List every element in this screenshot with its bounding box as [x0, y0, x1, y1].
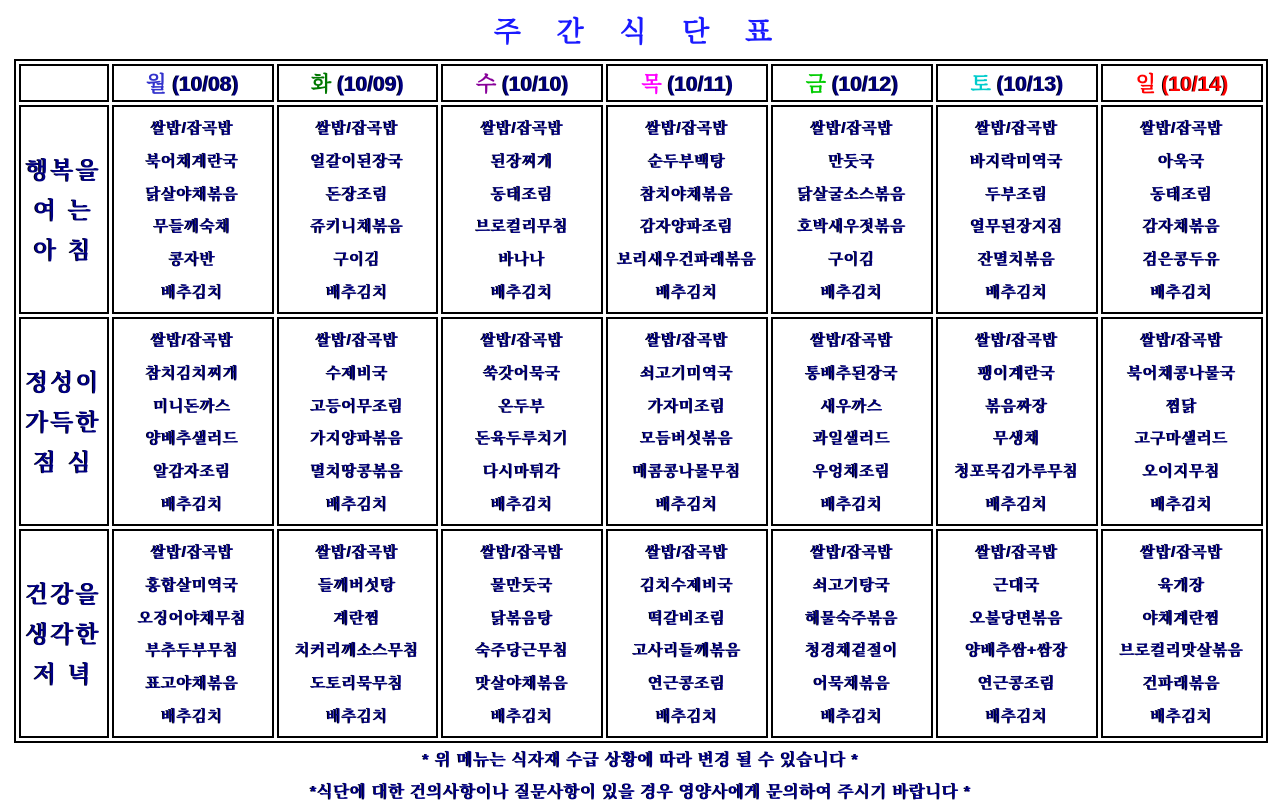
day-date: (10/08) — [172, 73, 239, 96]
menu-cell — [277, 317, 439, 526]
menu-item: 오이지무침 — [1143, 462, 1221, 480]
menu-item: 쥬키니채볶음 — [310, 218, 404, 236]
menu-item: 온두부 — [499, 397, 546, 415]
menu-item: 배추김치 — [821, 283, 884, 301]
menu-item: 닭살굴소스볶음 — [797, 185, 907, 203]
menu-item: 쌀밥/잡곡밥 — [645, 544, 729, 562]
menu-item: 바나나 — [499, 250, 546, 268]
menu-item: 쌀밥/잡곡밥 — [481, 544, 564, 562]
meal-label-line: 저 녁 — [33, 660, 94, 687]
menu-item: 배추김치 — [656, 495, 719, 513]
menu-item: 쌀밥/잡곡밥 — [975, 332, 1059, 350]
meal-label-line: 생각한 — [25, 620, 102, 647]
menu-item: 순두부백탕 — [648, 152, 726, 170]
menu-lines — [938, 534, 1096, 734]
menu-lines — [279, 322, 437, 522]
weekly-menu-table — [14, 59, 1268, 743]
meal-label-line: 가득한 — [25, 408, 102, 435]
meal-row — [19, 105, 1263, 314]
menu-item: 찜닭 — [1166, 397, 1198, 415]
menu-item: 배추김치 — [326, 283, 389, 301]
menu-cell — [606, 529, 768, 738]
menu-lines — [608, 534, 766, 734]
menu-item: 쌀밥/잡곡밥 — [481, 120, 564, 138]
footer-note-contact-dietitian: *식단에 대한 건의사항이나 질문사항이 있을 경우 영양사에게 문의하여 주시기 바랍니다 * — [310, 784, 972, 800]
menu-item: 배추김치 — [326, 707, 389, 725]
menu-item: 된장찌개 — [491, 152, 554, 170]
menu-cell — [936, 105, 1098, 314]
menu-lines — [1103, 534, 1261, 734]
menu-item: 야채계란찜 — [1143, 609, 1221, 627]
day-date: (10/11) — [667, 73, 734, 96]
menu-cell — [1101, 105, 1263, 314]
menu-item: 쌀밥/잡곡밥 — [975, 120, 1059, 138]
menu-item: 브로컬리맛살볶음 — [1120, 642, 1244, 660]
menu-item: 들깨버섯탕 — [318, 576, 397, 594]
menu-item: 계란찜 — [334, 609, 381, 627]
menu-item: 동태조림 — [491, 185, 554, 203]
menu-item: 북어채콩나물국 — [1127, 364, 1237, 382]
menu-item: 배추김치 — [986, 495, 1049, 513]
menu-item: 아욱국 — [1158, 152, 1206, 170]
menu-item: 쌀밥/잡곡밥 — [645, 332, 729, 350]
day-name: 화 — [311, 73, 332, 96]
menu-item: 두부조림 — [986, 185, 1049, 203]
menu-item: 검은콩두유 — [1143, 250, 1221, 268]
menu-item: 쌀밥/잡곡밥 — [810, 120, 894, 138]
menu-cell — [1101, 529, 1263, 738]
menu-cell — [936, 529, 1098, 738]
menu-item: 쌀밥/잡곡밥 — [151, 544, 234, 562]
menu-item: 쌀밥/잡곡밥 — [316, 120, 399, 138]
menu-item: 북어채계란국 — [146, 152, 240, 170]
menu-item: 홍합살미역국 — [146, 576, 240, 594]
footer-notes — [14, 747, 1268, 800]
menu-item: 쇠고기탕국 — [813, 576, 891, 594]
menu-item: 배추김치 — [1151, 283, 1213, 301]
menu-item: 바지락미역국 — [970, 152, 1064, 170]
menu-item: 고등어무조림 — [310, 397, 404, 415]
meal-label-line: 행복을 — [25, 156, 102, 183]
meal-label-line: 정성이 — [25, 368, 102, 395]
day-header-cell — [771, 64, 933, 102]
menu-item: 쇠고기미역국 — [640, 364, 734, 382]
menu-item: 해물숙주볶음 — [805, 609, 899, 627]
menu-item: 쑥갓어묵국 — [483, 364, 562, 382]
menu-item: 통배추된장국 — [805, 364, 899, 382]
menu-item: 브로컬리무침 — [475, 218, 569, 236]
meal-row — [19, 317, 1263, 526]
menu-item: 떡갈비조림 — [648, 609, 726, 627]
meal-label-line: 건강을 — [25, 580, 102, 607]
menu-cell — [1101, 317, 1263, 526]
page-title: 주 간 식 단 표 — [493, 16, 787, 47]
menu-item: 건파래볶음 — [1143, 674, 1221, 692]
menu-item: 어묵채볶음 — [813, 674, 891, 692]
menu-item: 과일샐러드 — [813, 430, 891, 448]
menu-item: 숙주당근무침 — [475, 642, 569, 660]
menu-item: 무생채 — [993, 430, 1041, 448]
menu-item: 닭살야채볶음 — [146, 185, 240, 203]
menu-item: 구이김 — [828, 250, 876, 268]
menu-cell — [771, 529, 933, 738]
day-date: (10/10) — [502, 73, 569, 96]
menu-item: 배추김치 — [326, 495, 389, 513]
menu-lines — [938, 110, 1096, 310]
menu-lines — [938, 322, 1096, 522]
menu-item: 부추두부무침 — [146, 642, 240, 660]
menu-lines — [773, 110, 931, 310]
menu-item: 고사리들깨볶음 — [633, 642, 742, 660]
menu-item: 쌀밥/잡곡밥 — [1140, 544, 1224, 562]
menu-item: 닭볶음탕 — [491, 609, 554, 627]
day-name: 토 — [970, 73, 991, 96]
menu-item: 멸치땅콩볶음 — [310, 462, 404, 480]
menu-item: 맛살야채볶음 — [475, 674, 569, 692]
menu-item: 배추김치 — [1151, 495, 1213, 513]
menu-cell — [112, 317, 274, 526]
menu-item: 쌀밥/잡곡밥 — [1140, 332, 1224, 350]
day-date: (10/14) — [1161, 73, 1229, 96]
menu-item: 배추김치 — [491, 283, 554, 301]
menu-item: 쌀밥/잡곡밥 — [151, 120, 234, 138]
menu-item: 얼갈이된장국 — [310, 152, 404, 170]
menu-item: 배추김치 — [161, 707, 224, 725]
menu-item: 배추김치 — [986, 707, 1049, 725]
menu-cell — [277, 529, 439, 738]
meal-row — [19, 529, 1263, 738]
meal-label-line: 아 침 — [33, 236, 94, 263]
menu-item: 청경채겉절이 — [805, 642, 899, 660]
menu-item: 만둣국 — [828, 152, 876, 170]
footer-note-menu-change: * 위 메뉴는 식자재 수급 상황에 따라 변경 될 수 있습니다 * — [422, 752, 860, 769]
meal-label-cell — [19, 529, 109, 738]
menu-item: 양배추샐러드 — [146, 430, 240, 448]
menu-item: 도토리묵무침 — [310, 674, 404, 692]
meal-label-line: 여 는 — [33, 196, 94, 223]
menu-item: 돈장조림 — [326, 185, 389, 203]
menu-item: 청포묵김가루무침 — [955, 462, 1080, 480]
menu-item: 새우까스 — [821, 397, 884, 415]
day-date: (10/09) — [337, 73, 404, 96]
day-date: (10/12) — [832, 73, 899, 96]
menu-item: 치커리깨소스무침 — [295, 642, 420, 660]
menu-cell — [441, 105, 603, 314]
menu-cell — [112, 105, 274, 314]
menu-item: 쌀밥/잡곡밥 — [810, 544, 894, 562]
menu-item: 쌀밥/잡곡밥 — [810, 332, 894, 350]
day-header-cell — [1101, 64, 1263, 102]
meal-label-line: 점 심 — [33, 448, 94, 475]
menu-cell — [771, 317, 933, 526]
menu-item: 배추김치 — [656, 707, 719, 725]
menu-cell — [606, 105, 768, 314]
day-name: 목 — [641, 73, 662, 96]
menu-item: 팽이계란국 — [978, 364, 1056, 382]
menu-item: 배추김치 — [491, 495, 554, 513]
menu-lines — [443, 322, 601, 522]
day-name: 월 — [146, 73, 167, 96]
menu-item: 연근콩조림 — [648, 674, 726, 692]
menu-item: 콩자반 — [169, 250, 216, 268]
menu-item: 볶음짜장 — [986, 397, 1049, 415]
menu-item: 우엉채조림 — [813, 462, 891, 480]
day-name: 금 — [805, 73, 827, 96]
menu-item: 오징어야채무침 — [138, 609, 247, 627]
day-header-cell — [441, 64, 603, 102]
menu-lines — [443, 534, 601, 734]
menu-item: 호박새우젓볶음 — [797, 218, 907, 236]
menu-cell — [771, 105, 933, 314]
menu-cell — [112, 529, 274, 738]
menu-lines — [1103, 322, 1261, 522]
menu-item: 배추김치 — [161, 283, 224, 301]
meal-label-cell — [19, 317, 109, 526]
menu-item: 배추김치 — [1151, 707, 1213, 725]
day-header-cell — [606, 64, 768, 102]
menu-item: 매콤콩나물무침 — [633, 462, 742, 480]
menu-item: 배추김치 — [821, 495, 884, 513]
menu-item: 열무된장지짐 — [970, 218, 1064, 236]
menu-lines — [443, 110, 601, 310]
menu-cell — [277, 105, 439, 314]
day-date: (10/13) — [996, 73, 1064, 96]
day-header-cell — [277, 64, 439, 102]
menu-item: 쌀밥/잡곡밥 — [975, 544, 1059, 562]
menu-item: 쌀밥/잡곡밥 — [645, 120, 729, 138]
header-row — [19, 64, 1263, 102]
menu-lines — [279, 534, 437, 734]
menu-item: 배추김치 — [986, 283, 1049, 301]
menu-item: 물만둣국 — [491, 576, 554, 594]
day-name: 수 — [475, 73, 497, 96]
menu-item: 배추김치 — [491, 707, 554, 725]
menu-cell — [606, 317, 768, 526]
menu-item: 감자양파조림 — [640, 218, 734, 236]
day-header-cell — [112, 64, 274, 102]
meal-label-cell — [19, 105, 109, 314]
menu-item: 쌀밥/잡곡밥 — [1140, 120, 1224, 138]
menu-item: 수제비국 — [326, 364, 389, 382]
menu-item: 고구마샐러드 — [1135, 430, 1229, 448]
menu-item: 연근콩조림 — [978, 674, 1056, 692]
menu-lines — [114, 322, 272, 522]
menu-item: 참치김치찌개 — [146, 364, 240, 382]
menu-item: 보리새우건파래볶음 — [617, 250, 757, 268]
menu-cell — [441, 529, 603, 738]
menu-item: 알감자조림 — [153, 462, 232, 480]
menu-lines — [608, 110, 766, 310]
menu-item: 배추김치 — [656, 283, 719, 301]
menu-item: 김치수제비국 — [640, 576, 734, 594]
menu-item: 잔멸치볶음 — [978, 250, 1056, 268]
menu-item: 미니돈까스 — [153, 397, 232, 415]
menu-cell — [936, 317, 1098, 526]
menu-lines — [114, 110, 272, 310]
day-name: 일 — [1135, 73, 1156, 96]
menu-item: 구이김 — [334, 250, 381, 268]
menu-item: 참치야채볶음 — [640, 185, 734, 203]
menu-item: 다시마튀각 — [483, 462, 562, 480]
menu-item: 동태조림 — [1151, 185, 1213, 203]
menu-lines — [773, 534, 931, 734]
menu-item: 근대국 — [993, 576, 1041, 594]
menu-lines — [608, 322, 766, 522]
menu-item: 표고야채볶음 — [146, 674, 240, 692]
menu-item: 돈육두루치기 — [475, 430, 569, 448]
menu-item: 쌀밥/잡곡밥 — [316, 332, 399, 350]
corner-cell — [19, 64, 109, 102]
menu-lines — [1103, 110, 1261, 310]
menu-item: 가지양파볶음 — [310, 430, 404, 448]
menu-item: 가자미조림 — [648, 397, 726, 415]
menu-lines — [279, 110, 437, 310]
day-header-cell — [936, 64, 1098, 102]
menu-item: 양배추쌈+쌈장 — [965, 642, 1069, 660]
menu-cell — [441, 317, 603, 526]
menu-item: 배추김치 — [821, 707, 884, 725]
menu-item: 무들깨숙채 — [153, 218, 232, 236]
menu-item: 감자채볶음 — [1143, 218, 1221, 236]
menu-item: 모듬버섯볶음 — [640, 430, 734, 448]
menu-item: 배추김치 — [161, 495, 224, 513]
menu-lines — [114, 534, 272, 734]
menu-item: 쌀밥/잡곡밥 — [316, 544, 399, 562]
menu-lines — [773, 322, 931, 522]
menu-item: 오불당면볶음 — [970, 609, 1064, 627]
menu-item: 육개장 — [1158, 576, 1206, 594]
menu-item: 쌀밥/잡곡밥 — [481, 332, 564, 350]
menu-item: 쌀밥/잡곡밥 — [151, 332, 234, 350]
